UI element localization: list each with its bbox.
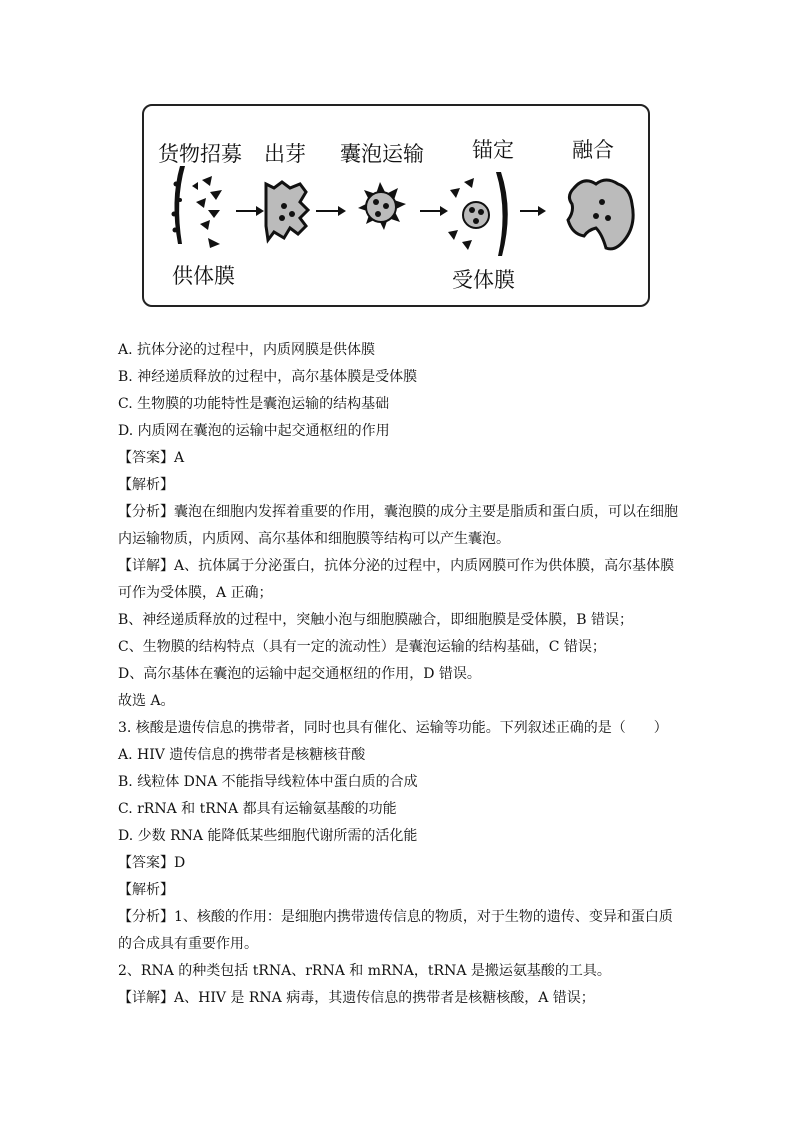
- cargo-dot: [279, 215, 285, 221]
- stage-label: 囊泡运输: [340, 142, 424, 166]
- cargo-dot: [593, 213, 599, 219]
- answer-line: 【答案】A: [118, 450, 185, 466]
- analysis-paragraph: 【分析】1、核酸的作用：是细胞内携带遗传信息的物质，对于生物的遗传、变异和蛋白质的合成具有重要作用。: [118, 909, 673, 952]
- option-line: B. 神经递质释放的过程中，高尔基体膜是受体膜: [118, 369, 418, 385]
- question-stem: 3. 核酸是遗传信息的携带者，同时也具有催化、运输等功能。下列叙述正确的是（ ）: [118, 720, 668, 736]
- cargo-dot: [473, 218, 479, 224]
- conclusion-line: 故选 A。: [118, 693, 175, 709]
- receptor-triangle: [200, 220, 210, 230]
- arrow-head: [338, 206, 346, 216]
- cargo-dot: [178, 198, 182, 202]
- cargo-dot: [599, 199, 605, 205]
- cargo-dot: [172, 212, 177, 217]
- receptor-triangle: [208, 210, 220, 218]
- option-line: C. rRNA 和 tRNA 都具有运输氨基酸的功能: [118, 801, 397, 817]
- option-line: B. 线粒体 DNA 不能指导线粒体中蛋白质的合成: [118, 774, 418, 790]
- option-line: D. 少数 RNA 能降低某些细胞代谢所需的活化能: [118, 828, 418, 844]
- receptor-triangle: [448, 230, 458, 240]
- cargo-dot: [478, 209, 484, 215]
- docking-vesicle: [463, 202, 489, 228]
- cargo-dot: [469, 207, 475, 213]
- detail-line: B、神经递质释放的过程中，突触小泡与细胞膜融合，即细胞膜是受体膜，B 错误；: [118, 612, 634, 628]
- analysis-header: 【解析】: [118, 882, 174, 898]
- detail-line: C、生物膜的结构特点（具有一定的流动性）是囊泡运输的结构基础，C 错误；: [118, 639, 606, 655]
- cargo-dot: [375, 211, 381, 217]
- receptor-triangle: [464, 178, 474, 188]
- cargo-dot: [174, 182, 179, 187]
- analysis-line: 2、RNA 的种类包括 tRNA、rRNA 和 mRNA，tRNA 是搬运氨基酸的工具。: [118, 963, 611, 979]
- cargo-dot: [373, 199, 379, 205]
- stage-label: 货物招募: [158, 142, 242, 166]
- receptor-triangle: [196, 198, 206, 208]
- receptor-triangle: [462, 240, 472, 250]
- fused-membrane: [568, 180, 633, 249]
- cargo-dot: [383, 203, 389, 209]
- detail-line: 【详解】A、HIV 是 RNA 病毒，其遗传信息的携带者是核糖核酸，A 错误；: [118, 990, 595, 1006]
- stage-label: 融合: [572, 138, 614, 162]
- vesicle-transport-figure: [142, 104, 650, 307]
- option-line: D. 内质网在囊泡的运输中起交通枢纽的作用: [118, 423, 390, 439]
- donor-membrane: [174, 166, 185, 244]
- cargo-dot: [281, 203, 287, 209]
- detail-line: D、高尔基体在囊泡的运输中起交通枢纽的作用，D 错误。: [118, 666, 481, 682]
- receptor-triangle: [210, 190, 222, 200]
- option-line: A. HIV 遗传信息的携带者是核糖核苷酸: [118, 747, 366, 763]
- budding-vesicle: [266, 182, 308, 240]
- cargo-dot: [289, 211, 295, 217]
- detail-paragraph: 【详解】A、抗体属于分泌蛋白，抗体分泌的过程中，内质网膜可作为供体膜，高尔基体膜可作为受体膜，A 正确；: [118, 558, 675, 601]
- question-body: [118, 337, 678, 1012]
- stage-label: 出芽: [264, 142, 306, 166]
- transport-vesicle: [366, 192, 396, 222]
- cargo-dot: [173, 228, 178, 233]
- arrow-head: [440, 206, 448, 216]
- donor-membrane-label: 供体膜: [172, 264, 235, 288]
- arrow-head: [538, 206, 546, 216]
- acceptor-membrane: [496, 172, 508, 256]
- answer-line: 【答案】D: [118, 855, 186, 871]
- acceptor-membrane-label: 受体膜: [452, 268, 515, 292]
- stage-label: 锚定: [472, 138, 514, 162]
- receptor-triangle: [202, 176, 212, 186]
- analysis-paragraph: 【分析】囊泡在细胞内发挥着重要的作用，囊泡膜的成分主要是脂质和蛋白质，可以在细胞内运输物质，内质网、高尔基体和细胞膜等结构可以产生囊泡。: [118, 504, 678, 547]
- analysis-header: 【解析】: [118, 477, 174, 493]
- arrow-head: [256, 206, 264, 216]
- receptor-triangle: [192, 182, 198, 190]
- cargo-dot: [605, 215, 611, 221]
- option-line: C. 生物膜的功能特性是囊泡运输的结构基础: [118, 396, 390, 412]
- receptor-triangle: [208, 238, 220, 248]
- receptor-triangle: [450, 188, 460, 198]
- option-line: A. 抗体分泌的过程中，内质网膜是供体膜: [118, 342, 376, 358]
